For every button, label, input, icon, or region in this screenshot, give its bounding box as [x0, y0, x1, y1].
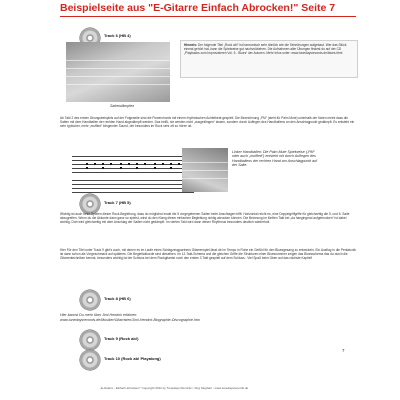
track-label: Track 7 (HB 5)	[104, 200, 131, 205]
page-title: Beispielseite aus "E-Gitarre Einfach Abrocken!" Seite 7	[60, 2, 336, 14]
hand-photo	[66, 42, 170, 102]
page-number: 7	[342, 348, 345, 353]
palm-mute-photo	[182, 148, 228, 192]
paragraph-rock-ab: Hier Für den Titel unter Track 9 gibt's auch, mit denen es im Laufe eines Schlagzeugpartners Gitarrenspiel lässt dir im Tempo in Ruhe ein Gefühl für den Bluesgesang zu entwickeln. Ein Ausflug in die Pentatonik ist dann schon als Vorgeschmack auf späteres. Die Begleitakkorde sind dieselben. Im 12-Takt-Schema und die gleichen Griffe die Strukturen einer Bluesnummer zeigen das Bluesschema das du durch die Gitarrentechniken kennst, besonders wichtig ist der Schluss bei dem Rockgitarrist noch den ersten 3 Takt gespielt auf dem Schluss.. Viel Spaß beim Üben auf das nächste Kapitel!	[60, 248, 356, 261]
title-underline	[60, 16, 356, 17]
photo-caption: Saitendämpfen	[110, 104, 135, 108]
link-intro: Hier kannst Du mehr über Jimi Hendrix erfahren:	[60, 313, 138, 317]
cd-icon	[80, 350, 100, 370]
cd-icon	[80, 194, 100, 214]
cd-icon	[80, 330, 100, 350]
track-label: Track 8 (HB 6)	[104, 296, 131, 301]
note-box	[180, 40, 358, 78]
palm-mute-caption: Linker Handballen: Die Palm Mute Spielweise („PM“ oder auch „muffled“) entsteht mit durch Auflegen des Handballens der rechten Hand am Anschlagpunkt auf der Saite.	[232, 150, 318, 168]
page-footer: „E-Gitarre - Einfach abrocken!“ Copyright 2011 by Tunedays Records / Jörg Sieghart - www.tunedaysrecords.de	[100, 386, 249, 390]
paragraph-palm-mute: Ab Takt 2 des ersten Übungsbeispiels auf der Folgeseite sind die Powerchords mit einem rhythmischen Achtelbeat gespielt. Die Bezeichnung „PM“ (steht für Palm Mute) unterhalb der Noten meint dass die Saiten mit dem Handballen der rechten Hand abgedämpft werden. Das heißt, sie werden nicht „ausgeklingen“ lassen, sondern durch Auflegen des Handballens an den Anschlagpunkt gedämpft. Es entsteht ein sehr typischer, mehr „muffled“ klingender Sound, der besonders im Rock sehr oft zu hören ist.	[60, 116, 355, 129]
tab-notation	[72, 152, 194, 196]
track-label: Track 10 (Rock ab! Playalong)	[104, 356, 161, 361]
note-heading: Hinweis:	[184, 43, 198, 47]
track-label: Track 6 (HB 4)	[104, 33, 131, 38]
hendrix-link[interactable]: www.tunedaysrecords.de/Musiker/Gitarristen/Jimi-Hendrix-Biographie-Discographie.htm	[60, 318, 200, 322]
note-text: Der folgende Titel „Rock ab!“ ist harmonisch sehr ähnlich wie die Sehrübungen aufgebaut. Wer das Stück einmal gehört hat, kann die Spielweise gut nachvollziehen. Die Aufnahmen aller Übungen findest du auf der CD „Playbacks zum Improvisieren Vol. 5 - Blues“ der Autoren. Mehr Infos unter: www.tunedaysrecords.de/blues.html	[184, 43, 347, 56]
track-label: Track 9 (Rock ab!)	[104, 336, 139, 341]
cd-icon	[80, 290, 100, 310]
paragraph-accuracy: Wichtig ist auch beim Spielen dieser Rock-Begleitung, dass du möglichst exakt die 5 vorgegebenen Saiten beim Anschlagen trifft. Horizontal reicht es, eine Doppelgriffgriffe für gleichzeitig die 5. und 6. Saite abzugreifen. Wenn du die Akkorde dann ganz so spielst, wirst du den Klang dieser einfachen Begleitung richtig abrocken können. Die Betonung im fünften Takt bei „da hangingend aufgebrocken“ ist dabei wichtig. Dort wird gleichzeitig mit dem Anschlag der Saiten nicht gedämpft. Im vierten Takt wird dann dieser Rhythmus besonders deutlich wiederholt.	[60, 212, 350, 225]
